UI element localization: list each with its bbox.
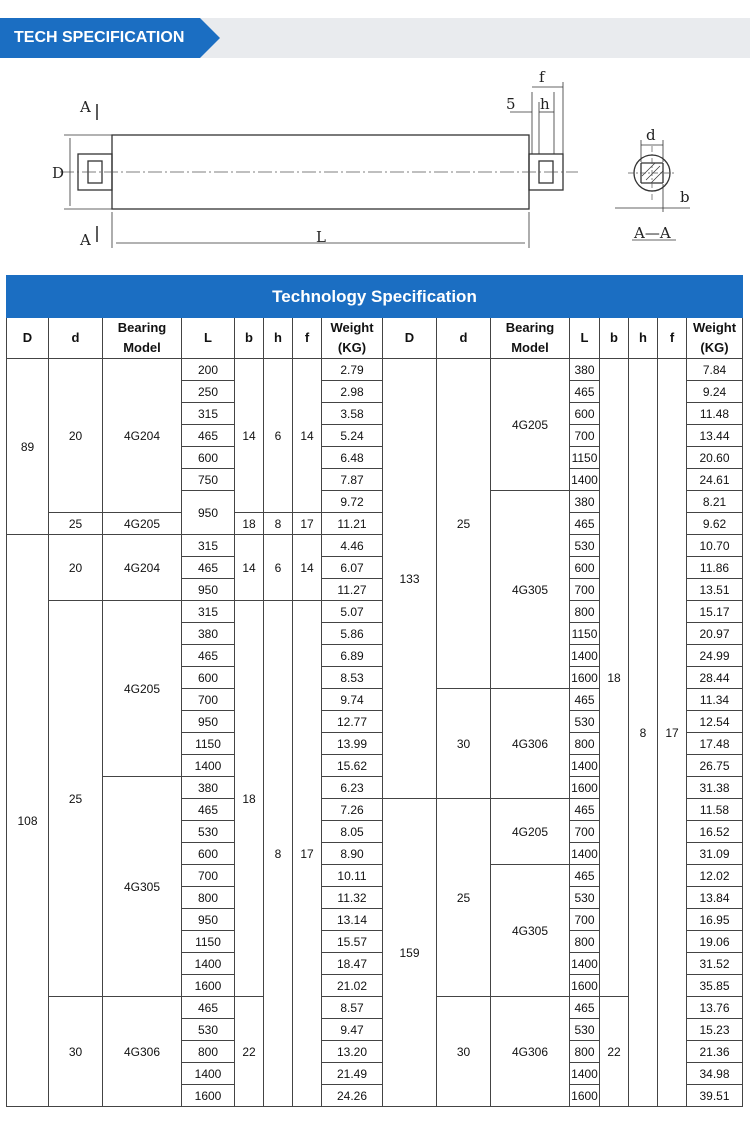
header-left-f: f <box>293 318 322 359</box>
cell-right-length: 1600 <box>570 1085 600 1107</box>
cell-right-weight: 20.60 <box>687 447 743 469</box>
cell-right-d-outer: 133 <box>383 359 437 799</box>
cell-left-length: 1600 <box>182 1085 235 1107</box>
cell-left-bearing-model: 4G204 <box>103 359 182 513</box>
cell-left-length: 1150 <box>182 931 235 953</box>
cell-right-weight: 31.09 <box>687 843 743 865</box>
cell-right-length: 465 <box>570 997 600 1019</box>
cell-left-b: 18 <box>235 513 264 535</box>
cell-left-weight: 8.57 <box>322 997 383 1019</box>
cell-right-length: 1150 <box>570 447 600 469</box>
cell-right-f: 17 <box>658 359 687 1107</box>
cell-left-weight: 3.58 <box>322 403 383 425</box>
cell-left-weight: 11.21 <box>322 513 383 535</box>
label-b: b <box>680 188 690 206</box>
cell-left-length: 600 <box>182 447 235 469</box>
header-left-h: h <box>264 318 293 359</box>
cell-right-weight: 13.84 <box>687 887 743 909</box>
cell-right-weight: 28.44 <box>687 667 743 689</box>
cell-right-length: 800 <box>570 1041 600 1063</box>
cell-right-bearing-model: 4G305 <box>491 865 570 997</box>
cell-left-length: 1400 <box>182 755 235 777</box>
cell-left-length: 530 <box>182 1019 235 1041</box>
cell-left-h: 8 <box>264 513 293 535</box>
header-left-length: L <box>182 318 235 359</box>
cell-left-weight: 13.14 <box>322 909 383 931</box>
cell-right-weight: 17.48 <box>687 733 743 755</box>
cell-right-weight: 24.61 <box>687 469 743 491</box>
cell-right-d-outer: 159 <box>383 799 437 1107</box>
cell-right-length: 700 <box>570 425 600 447</box>
cell-left-weight: 15.57 <box>322 931 383 953</box>
cell-right-length: 465 <box>570 513 600 535</box>
cell-left-weight: 6.89 <box>322 645 383 667</box>
cell-left-length: 250 <box>182 381 235 403</box>
header-right-b: b <box>600 318 629 359</box>
label-d-shaft: d <box>646 126 656 144</box>
label-d-outer: D <box>52 164 65 182</box>
cell-left-length: 1400 <box>182 1063 235 1085</box>
cell-right-length: 465 <box>570 689 600 711</box>
cell-left-b: 14 <box>235 535 264 601</box>
cell-right-bearing-model: 4G205 <box>491 359 570 491</box>
table-row <box>7 359 743 381</box>
cell-right-bearing-model: 4G306 <box>491 997 570 1107</box>
cell-right-weight: 13.51 <box>687 579 743 601</box>
cell-right-b: 22 <box>600 997 629 1107</box>
cell-left-weight: 10.11 <box>322 865 383 887</box>
cell-left-length: 530 <box>182 821 235 843</box>
cell-left-length: 1600 <box>182 975 235 997</box>
cell-left-weight: 21.02 <box>322 975 383 997</box>
cell-right-bearing-model: 4G305 <box>491 491 570 689</box>
cell-left-bearing-model: 4G205 <box>103 601 182 777</box>
cell-right-length: 1400 <box>570 1063 600 1085</box>
cell-right-weight: 26.75 <box>687 755 743 777</box>
cell-left-weight: 18.47 <box>322 953 383 975</box>
cell-left-weight: 5.07 <box>322 601 383 623</box>
cell-left-length: 465 <box>182 997 235 1019</box>
cell-right-weight: 8.21 <box>687 491 743 513</box>
cell-right-length: 1600 <box>570 777 600 799</box>
cell-left-length: 750 <box>182 469 235 491</box>
cell-left-length: 1150 <box>182 733 235 755</box>
cell-left-length: 465 <box>182 557 235 579</box>
cell-right-length: 1400 <box>570 953 600 975</box>
header-right-d-shaft: d <box>437 318 491 359</box>
cell-left-length: 465 <box>182 425 235 447</box>
cell-right-length: 465 <box>570 799 600 821</box>
cell-left-weight: 9.74 <box>322 689 383 711</box>
cell-left-length: 950 <box>182 579 235 601</box>
cell-left-length: 465 <box>182 799 235 821</box>
cell-left-d-shaft: 20 <box>49 535 103 601</box>
cell-right-d-shaft: 25 <box>437 799 491 997</box>
cell-right-weight: 11.48 <box>687 403 743 425</box>
cell-right-b: 18 <box>600 359 629 997</box>
cell-left-bearing-model: 4G306 <box>103 997 182 1107</box>
cell-right-weight: 31.52 <box>687 953 743 975</box>
cell-left-length: 700 <box>182 689 235 711</box>
cell-left-bearing-model: 4G205 <box>103 513 182 535</box>
label-a-top: A <box>80 98 91 116</box>
cell-left-length: 380 <box>182 777 235 799</box>
cell-right-d-shaft: 30 <box>437 997 491 1107</box>
table-body <box>7 359 743 1107</box>
label-5: 5 <box>506 95 516 113</box>
cell-right-length: 700 <box>570 579 600 601</box>
cell-left-f: 17 <box>293 513 322 535</box>
label-length: L <box>316 228 326 246</box>
cell-right-length: 1150 <box>570 623 600 645</box>
cell-left-weight: 21.49 <box>322 1063 383 1085</box>
cell-right-length: 1400 <box>570 645 600 667</box>
cell-left-f: 14 <box>293 359 322 513</box>
cell-left-d-shaft: 30 <box>49 997 103 1107</box>
cell-right-bearing-model: 4G306 <box>491 689 570 799</box>
cell-left-length: 315 <box>182 535 235 557</box>
cell-left-bearing-model: 4G204 <box>103 535 182 601</box>
cell-left-weight: 7.87 <box>322 469 383 491</box>
cell-left-weight: 2.98 <box>322 381 383 403</box>
cell-right-weight: 19.06 <box>687 931 743 953</box>
header-left-weight: Weight (KG) <box>322 318 383 359</box>
cell-right-weight: 35.85 <box>687 975 743 997</box>
cell-right-weight: 34.98 <box>687 1063 743 1085</box>
cell-right-length: 380 <box>570 491 600 513</box>
cell-left-b: 22 <box>235 997 264 1107</box>
cell-left-d-outer: 108 <box>7 535 49 1107</box>
cell-left-f: 17 <box>293 601 322 1107</box>
cell-left-weight: 8.53 <box>322 667 383 689</box>
cell-left-length: 600 <box>182 843 235 865</box>
cell-left-d-shaft: 25 <box>49 513 103 535</box>
cell-right-length: 1400 <box>570 755 600 777</box>
cell-right-weight: 15.23 <box>687 1019 743 1041</box>
header-left-bearing-model: Bearing Model <box>103 318 182 359</box>
cell-right-weight: 13.44 <box>687 425 743 447</box>
cell-right-length: 530 <box>570 535 600 557</box>
label-section: A—A <box>634 224 671 242</box>
cell-right-length: 800 <box>570 733 600 755</box>
cell-right-weight: 13.76 <box>687 997 743 1019</box>
cell-right-weight: 24.99 <box>687 645 743 667</box>
header-right-length: L <box>570 318 600 359</box>
cell-right-length: 800 <box>570 931 600 953</box>
cell-right-weight: 20.97 <box>687 623 743 645</box>
cell-left-weight: 4.46 <box>322 535 383 557</box>
cell-right-weight: 31.38 <box>687 777 743 799</box>
cell-left-length: 700 <box>182 865 235 887</box>
cell-right-weight: 11.86 <box>687 557 743 579</box>
cell-left-weight: 13.99 <box>322 733 383 755</box>
cell-right-length: 380 <box>570 359 600 381</box>
table-caption: Technology Specification <box>7 276 743 318</box>
cell-left-weight: 12.77 <box>322 711 383 733</box>
cell-left-weight: 9.47 <box>322 1019 383 1041</box>
cell-left-d-outer: 89 <box>7 359 49 535</box>
cell-right-weight: 15.17 <box>687 601 743 623</box>
cell-right-length: 530 <box>570 887 600 909</box>
cell-left-weight: 6.07 <box>322 557 383 579</box>
cell-right-h: 8 <box>629 359 658 1107</box>
header-right-f: f <box>658 318 687 359</box>
cell-right-weight: 16.52 <box>687 821 743 843</box>
cell-right-weight: 12.54 <box>687 711 743 733</box>
cell-right-length: 530 <box>570 1019 600 1041</box>
cell-right-length: 530 <box>570 711 600 733</box>
cell-right-length: 1600 <box>570 975 600 997</box>
cell-right-weight: 9.24 <box>687 381 743 403</box>
cell-left-weight: 13.20 <box>322 1041 383 1063</box>
header-left-b: b <box>235 318 264 359</box>
cell-right-length: 800 <box>570 601 600 623</box>
cell-left-weight: 5.24 <box>322 425 383 447</box>
header-right-bearing-model: Bearing Model <box>491 318 570 359</box>
cell-left-weight: 11.32 <box>322 887 383 909</box>
cell-right-weight: 9.62 <box>687 513 743 535</box>
cell-left-weight: 2.79 <box>322 359 383 381</box>
cell-left-d-shaft: 25 <box>49 601 103 997</box>
cell-left-h: 6 <box>264 535 293 601</box>
cell-left-length: 200 <box>182 359 235 381</box>
banner-title: TECH SPECIFICATION <box>14 29 185 46</box>
cell-right-length: 1400 <box>570 843 600 865</box>
cell-left-bearing-model: 4G305 <box>103 777 182 997</box>
cell-right-weight: 7.84 <box>687 359 743 381</box>
cell-right-weight: 12.02 <box>687 865 743 887</box>
cell-right-length: 600 <box>570 403 600 425</box>
cell-right-length: 1600 <box>570 667 600 689</box>
cell-right-weight: 39.51 <box>687 1085 743 1107</box>
cell-left-d-shaft: 20 <box>49 359 103 513</box>
cell-left-length: 1400 <box>182 953 235 975</box>
cell-left-weight: 7.26 <box>322 799 383 821</box>
cell-left-length: 950 <box>182 491 235 535</box>
cell-left-length: 380 <box>182 623 235 645</box>
table-header-row <box>7 318 743 359</box>
cell-left-weight: 11.27 <box>322 579 383 601</box>
header-right-h: h <box>629 318 658 359</box>
cell-right-length: 465 <box>570 865 600 887</box>
cell-left-length: 800 <box>182 887 235 909</box>
cell-left-length: 950 <box>182 711 235 733</box>
cell-right-d-shaft: 25 <box>437 359 491 689</box>
cell-left-weight: 8.05 <box>322 821 383 843</box>
cell-right-d-shaft: 30 <box>437 689 491 799</box>
section-banner <box>0 18 750 58</box>
cell-right-weight: 11.34 <box>687 689 743 711</box>
cell-right-weight: 11.58 <box>687 799 743 821</box>
label-f: f <box>539 68 545 86</box>
label-a-bottom: A <box>80 231 91 249</box>
label-h: h <box>540 95 550 113</box>
cell-left-h: 6 <box>264 359 293 513</box>
header-left-d-outer: D <box>7 318 49 359</box>
cell-right-weight: 10.70 <box>687 535 743 557</box>
header-right-d-outer: D <box>383 318 437 359</box>
header-right-weight: Weight (KG) <box>687 318 743 359</box>
cell-right-length: 465 <box>570 381 600 403</box>
cell-left-weight: 24.26 <box>322 1085 383 1107</box>
cell-left-weight: 15.62 <box>322 755 383 777</box>
cell-left-weight: 6.23 <box>322 777 383 799</box>
cell-left-length: 465 <box>182 645 235 667</box>
header-left-d-shaft: d <box>49 318 103 359</box>
spec-table <box>6 275 743 1107</box>
cell-left-weight: 9.72 <box>322 491 383 513</box>
cell-left-weight: 6.48 <box>322 447 383 469</box>
cell-left-length: 600 <box>182 667 235 689</box>
cell-left-b: 14 <box>235 359 264 513</box>
cell-left-length: 800 <box>182 1041 235 1063</box>
cell-left-length: 315 <box>182 403 235 425</box>
cell-right-bearing-model: 4G205 <box>491 799 570 865</box>
cell-left-f: 14 <box>293 535 322 601</box>
roller-drawing <box>0 62 750 272</box>
cell-right-length: 600 <box>570 557 600 579</box>
cell-right-weight: 16.95 <box>687 909 743 931</box>
cell-right-length: 1400 <box>570 469 600 491</box>
cell-left-h: 8 <box>264 601 293 1107</box>
cell-left-length: 950 <box>182 909 235 931</box>
cell-right-length: 700 <box>570 909 600 931</box>
cell-left-length: 315 <box>182 601 235 623</box>
cell-left-weight: 5.86 <box>322 623 383 645</box>
cell-left-weight: 8.90 <box>322 843 383 865</box>
cell-left-b: 18 <box>235 601 264 997</box>
cell-right-length: 700 <box>570 821 600 843</box>
cell-right-weight: 21.36 <box>687 1041 743 1063</box>
